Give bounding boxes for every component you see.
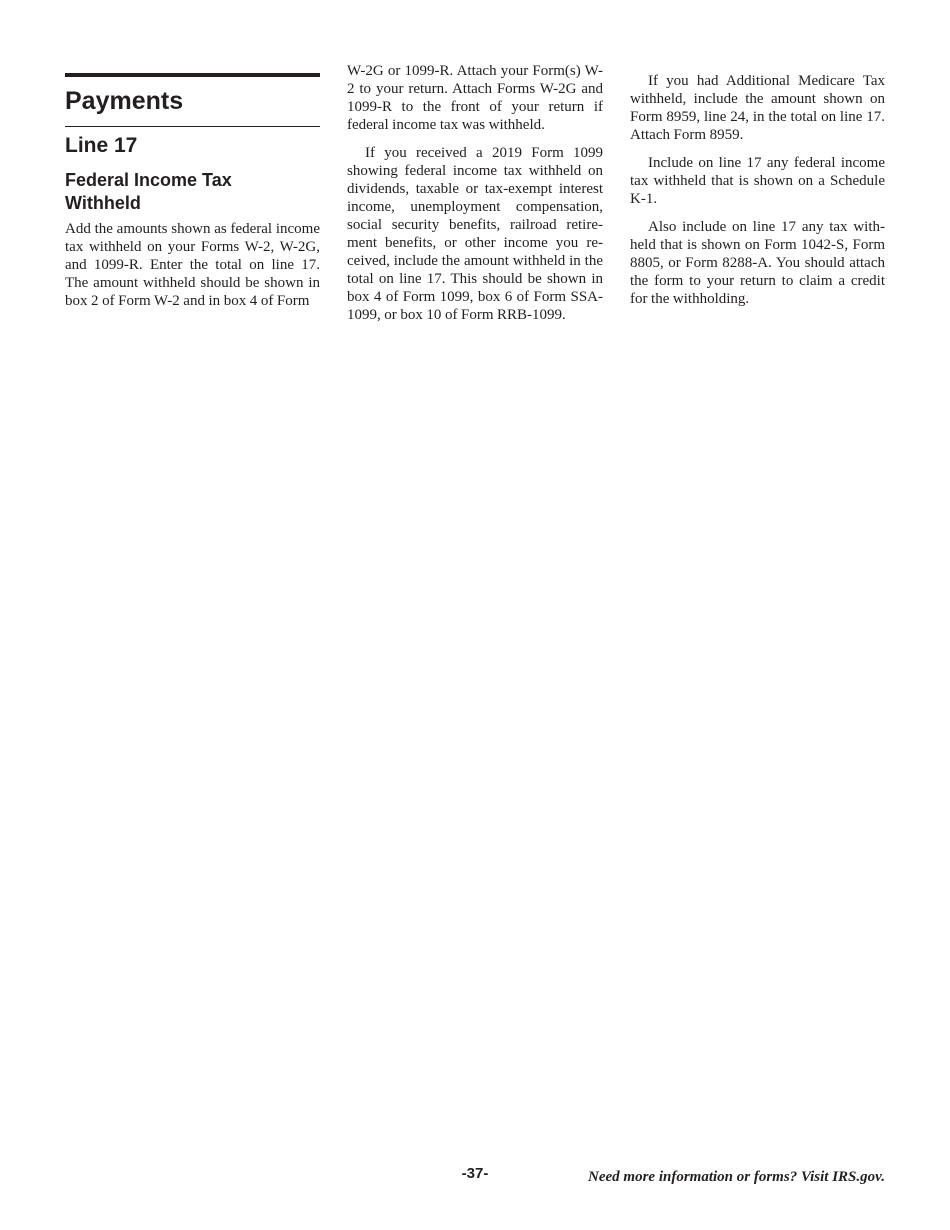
subsection-title: [65, 169, 320, 215]
page-number: -37-: [461, 1165, 489, 1182]
column-right: [630, 62, 885, 308]
section-rule-thick: [65, 73, 320, 77]
subsection-title-line1: Federal Income Tax: [65, 170, 232, 190]
paragraph-other-forms: Also include on line 17 any tax withheld that is shown on Form 1042-S, Form 8805, or Form 8288-A. You should attach the form to your return to claim a credit for the withholding.: [630, 219, 885, 307]
subsection-title-line2: Withheld: [65, 193, 141, 213]
paragraph-medicare-tax: If you had Additional Medicare Tax withheld, include the amount shown on Form 8959, line 24, in the total on line 17. Attach Form 8959.: [630, 73, 885, 143]
line-title: Line 17: [65, 134, 138, 157]
column-left: [65, 62, 320, 310]
paragraph-schedule-k1: Include on line 17 any federal income tax withheld that is shown on a Schedule K-1.: [630, 155, 885, 207]
paragraph-withholding-intro-continued: W-2G or 1099-R. Attach your Form(s) W-2 to your return. Attach Forms W-2G and 1099-R to the front of your return if federal income tax was withheld.: [347, 63, 603, 133]
section-rule-thin: [65, 126, 320, 127]
column-middle: [347, 62, 603, 324]
paragraph-withholding-intro: Add the amounts shown as federal income tax withheld on your Forms W-2, W-2G, and 1099-R. Enter the total on line 17. The amount withheld should be shown in box 2 of Form W-2 and in box 4 of Form: [65, 221, 320, 309]
footer-info-text: Need more information or forms? Visit IRS.gov.: [588, 1169, 885, 1185]
section-title: Payments: [65, 87, 184, 115]
paragraph-form-1099: If you received a 2019 Form 1099 showing federal income tax withheld on dividends, taxable or tax-exempt interest income, unemployment compensation, social security benefits, railroad retirement benefits, or other income you received, include the amount withheld in the total on line 17. This should be shown in box 4 of Form 1099, box 6 of Form SSA-1099, or box 10 of Form RRB-1099.: [347, 145, 603, 323]
